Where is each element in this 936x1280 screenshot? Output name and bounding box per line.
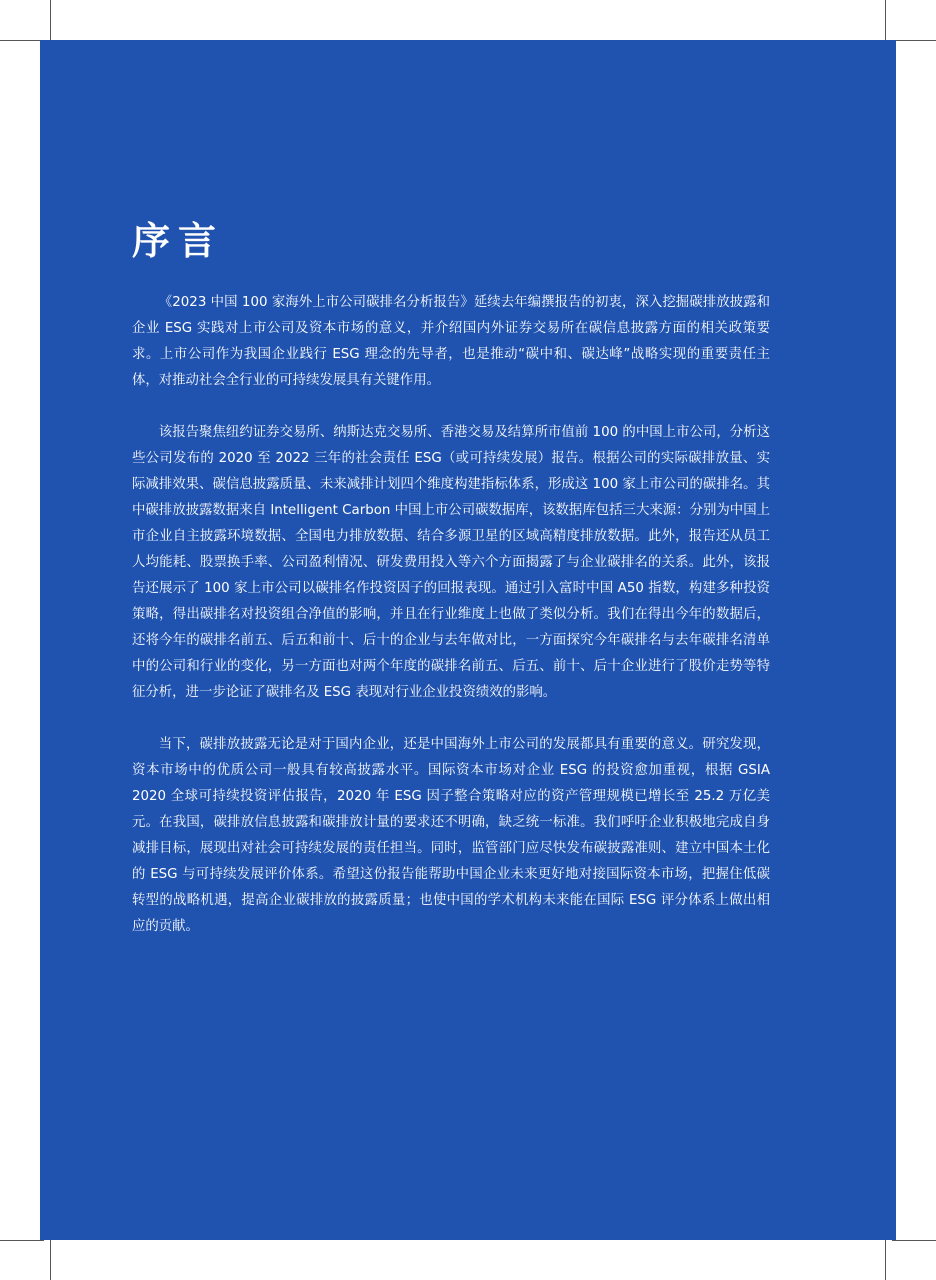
crop-mark-top-right-horizontal bbox=[892, 40, 936, 41]
blue-page-panel bbox=[40, 40, 896, 1240]
crop-mark-bottom-left-vertical bbox=[50, 1236, 51, 1280]
paragraph-2: 该报告聚焦纽约证券交易所、纳斯达克交易所、香港交易及结算所市值前 100 的中国上市公司，分析这些公司发布的 2020 至 2022 三年的社会责任 ESG（或可持续发展）报告。根据公司的实际碳排放量、实际减排效果、碳信息披露质量、未来减排计划四个维度构建指标体系，形成这 100 家上市公司的碳排名。其中碳排放披露数据来自 Intelligent Carbon 中国上市公司碳数据库，该数据库包括三大来源：分别为中国上市企业自主披露环境数据、全国电力排放数据、结合多源卫星的区域高精度排放数据。此外，报告还从员工人均能耗、股票换手率、公司盈利情况、研发费用投入等六个方面揭露了与企业碳排名的关系。此外，该报告还展示了 100 家上市公司以碳排名作投资因子的回报表现。通过引入富时中国 A50 指数，构建多种投资策略，得出碳排名对投资组合净值的影响，并且在行业维度上也做了类似分析。我们在得出今年的数据后，还将今年的碳排名前五、后五和前十、后十的企业与去年做对比，一方面探究今年碳排名与去年碳排名清单中的公司和行业的变化，另一方面也对两个年度的碳排名前五、后五、前十、后十企业进行了股价走势等特征分析，进一步论证了碳排名及 ESG 表现对行业企业投资绩效的影响。 bbox=[132, 425, 770, 700]
crop-mark-top-left-horizontal bbox=[0, 40, 44, 41]
paragraph-3: 当下，碳排放披露无论是对于国内企业，还是中国海外上市公司的发展都具有重要的意义。研究发现，资本市场中的优质公司一般具有较高披露水平。国际资本市场对企业 ESG 的投资愈加重视，根据 GSIA 2020 全球可持续投资评估报告，2020 年 ESG 因子整合策略对应的资产管理规模已增长至 25.2 万亿美元。在我国，碳排放信息披露和碳排放计量的要求还不明确，缺乏统一标准。我们呼吁企业积极地完成自身减排目标，展现出对社会可持续发展的责任担当。同时，监管部门应尽快发布碳披露准则、建立中国本土化的 ESG 与可持续发展评价体系。希望这份报告能帮助中国企业未来更好地对接国际资本市场，把握住低碳转型的战略机遇，提高企业碳排放的披露质量；也使中国的学术机构未来能在国际 ESG 评分体系上做出相应的贡献。 bbox=[132, 737, 770, 934]
page-title: 序言 bbox=[132, 219, 225, 263]
crop-mark-top-right-vertical bbox=[885, 0, 886, 44]
crop-mark-top-left-vertical bbox=[50, 0, 51, 44]
crop-mark-bottom-left-horizontal bbox=[0, 1240, 44, 1241]
crop-mark-bottom-right-horizontal bbox=[892, 1240, 936, 1241]
crop-mark-bottom-right-vertical bbox=[885, 1236, 886, 1280]
paragraph-1: 《2023 中国 100 家海外上市公司碳排名分析报告》延续去年编撰报告的初衷，深入挖掘碳排放披露和企业 ESG 实践对上市公司及资本市场的意义，并介绍国内外证券交易所在碳信息披露方面的相关政策要求。上市公司作为我国企业践行 ESG 理念的先导者，也是推动“碳中和、碳达峰”战略实现的重要责任主体，对推动社会全行业的可持续发展具有关键作用。 bbox=[132, 295, 770, 388]
preface-body bbox=[132, 290, 770, 940]
